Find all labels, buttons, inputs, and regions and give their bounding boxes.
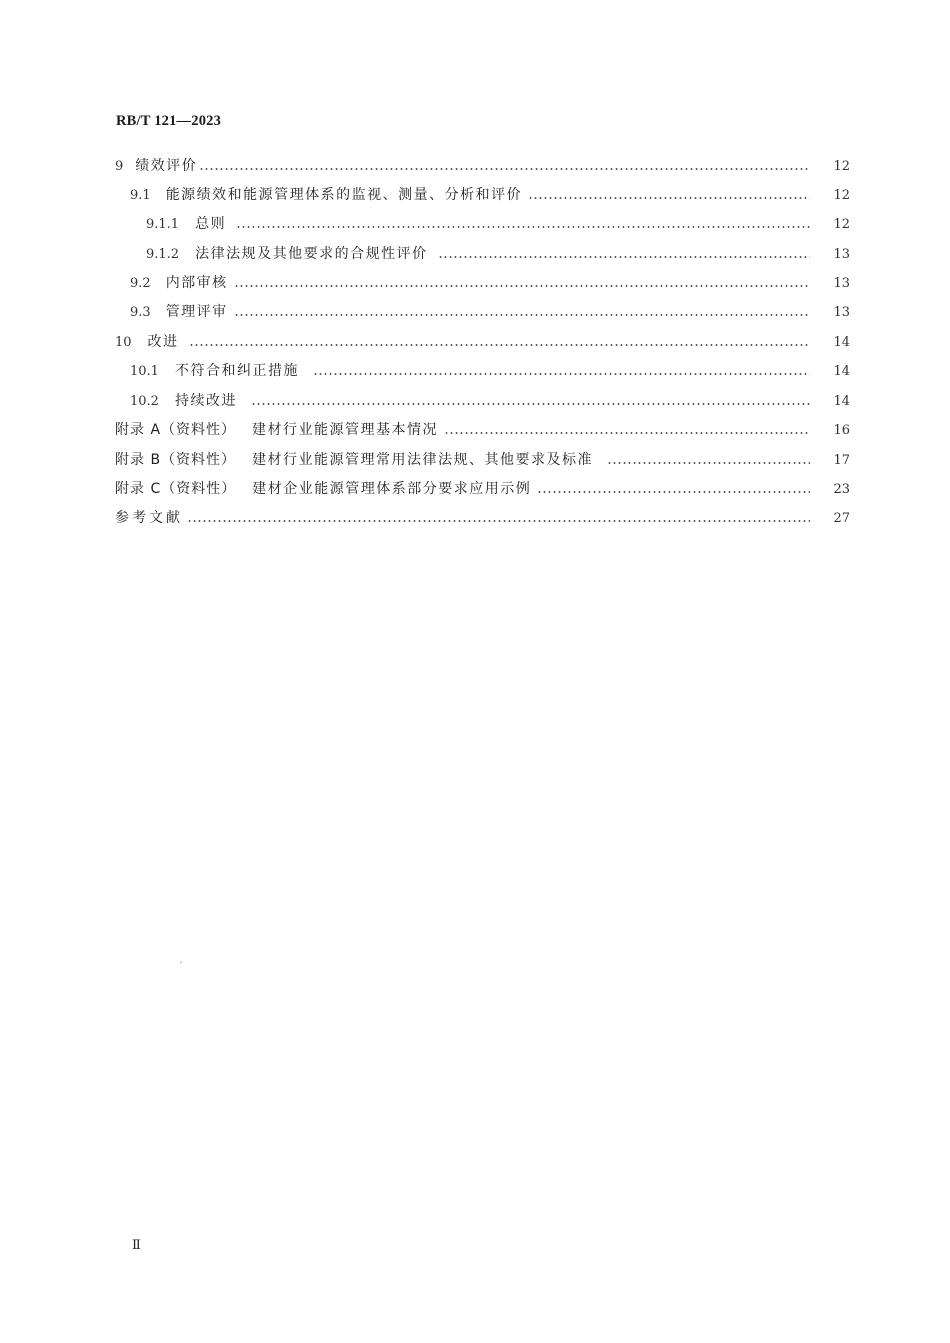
toc-entry-title: 总则 (195, 216, 227, 232)
toc-entry[interactable] (0, 446, 950, 475)
toc-entry[interactable] (0, 475, 950, 504)
toc-entry-page: 14 (833, 394, 850, 409)
toc-entry-page: 12 (833, 217, 850, 232)
toc-entry-number: 附录 B（资料性） (115, 452, 237, 468)
dot-leader (607, 462, 810, 464)
toc-entry-title: 建材企业能源管理体系部分要求应用示例 (252, 481, 532, 497)
toc-entry-page: 13 (833, 276, 850, 291)
toc-entry-title: 内部审核 (165, 275, 228, 291)
toc-entry-title: 法律法规及其他要求的合规性评价 (195, 246, 428, 262)
dot-leader (438, 256, 810, 258)
toc-entry-number: 9.3 (130, 305, 151, 320)
toc-entry-title: 绩效评价 (135, 158, 198, 174)
toc-entry-title: 参考文献 (115, 510, 183, 526)
page-number: Ⅱ (132, 1238, 141, 1253)
toc-entry-title: 能源绩效和能源管理体系的监视、测量、分析和评价 (165, 187, 523, 203)
toc-entry-number: 10 (115, 335, 132, 350)
dot-leader (537, 491, 810, 493)
toc-entry-page: 23 (833, 482, 850, 497)
toc-entry-page: 12 (833, 159, 850, 174)
toc-entry-title: 不符合和纠正措施 (174, 363, 299, 379)
toc-entry-page: 27 (833, 511, 850, 526)
toc-entry-number: 9.1.1 (146, 217, 180, 232)
toc-entry-number: 10.2 (130, 394, 159, 409)
toc-entry-number: 9.1 (130, 188, 151, 203)
toc-entry-number: 9.1.2 (146, 247, 180, 262)
toc-entry[interactable] (0, 181, 950, 210)
dot-leader (528, 197, 810, 199)
toc-entry[interactable] (0, 357, 950, 386)
toc-entry-number: 10.1 (130, 364, 159, 379)
toc-entry-number: 附录 A（资料性） (115, 422, 237, 438)
toc-entry-page: 17 (833, 453, 850, 468)
dot-leader (313, 373, 810, 375)
toc-entry[interactable] (0, 328, 950, 357)
toc-entry[interactable] (0, 269, 950, 298)
document-code: RB/T 121—2023 (116, 113, 222, 129)
toc-entry-page: 14 (833, 364, 850, 379)
toc-entry[interactable] (0, 298, 950, 327)
toc-entry-title: 持续改进 (174, 393, 237, 409)
toc-entry[interactable] (0, 504, 950, 533)
toc-entry-number: 9 (115, 159, 124, 174)
toc-entry-page: 12 (833, 188, 850, 203)
toc-entry-number: 9.2 (130, 276, 151, 291)
toc-entry-page: 13 (833, 247, 850, 262)
toc-entry-number: 附录 C（资料性） (115, 481, 237, 497)
toc-entry-title: 改进 (147, 334, 179, 350)
toc-entry-title: 管理评审 (165, 304, 228, 320)
dot-leader (234, 314, 810, 316)
toc-entry-page: 16 (833, 423, 850, 438)
stray-mark: ˊ (178, 962, 183, 973)
toc-entry-page: 14 (833, 335, 850, 350)
toc-entry[interactable] (0, 387, 950, 416)
dot-leader (187, 520, 810, 522)
toc-entry[interactable] (0, 210, 950, 239)
dot-leader (189, 344, 810, 346)
dot-leader (251, 403, 810, 405)
toc-entry-title: 建材行业能源管理基本情况 (252, 422, 439, 438)
dot-leader (199, 168, 810, 170)
toc-entry[interactable] (0, 416, 950, 445)
toc-entry-page: 13 (833, 305, 850, 320)
toc-entry-title: 建材行业能源管理常用法律法规、其他要求及标准 (252, 452, 594, 468)
dot-leader (444, 432, 810, 434)
toc-entry[interactable] (0, 240, 950, 269)
dot-leader (236, 226, 810, 228)
dot-leader (234, 285, 810, 287)
toc-entry[interactable] (0, 152, 950, 181)
